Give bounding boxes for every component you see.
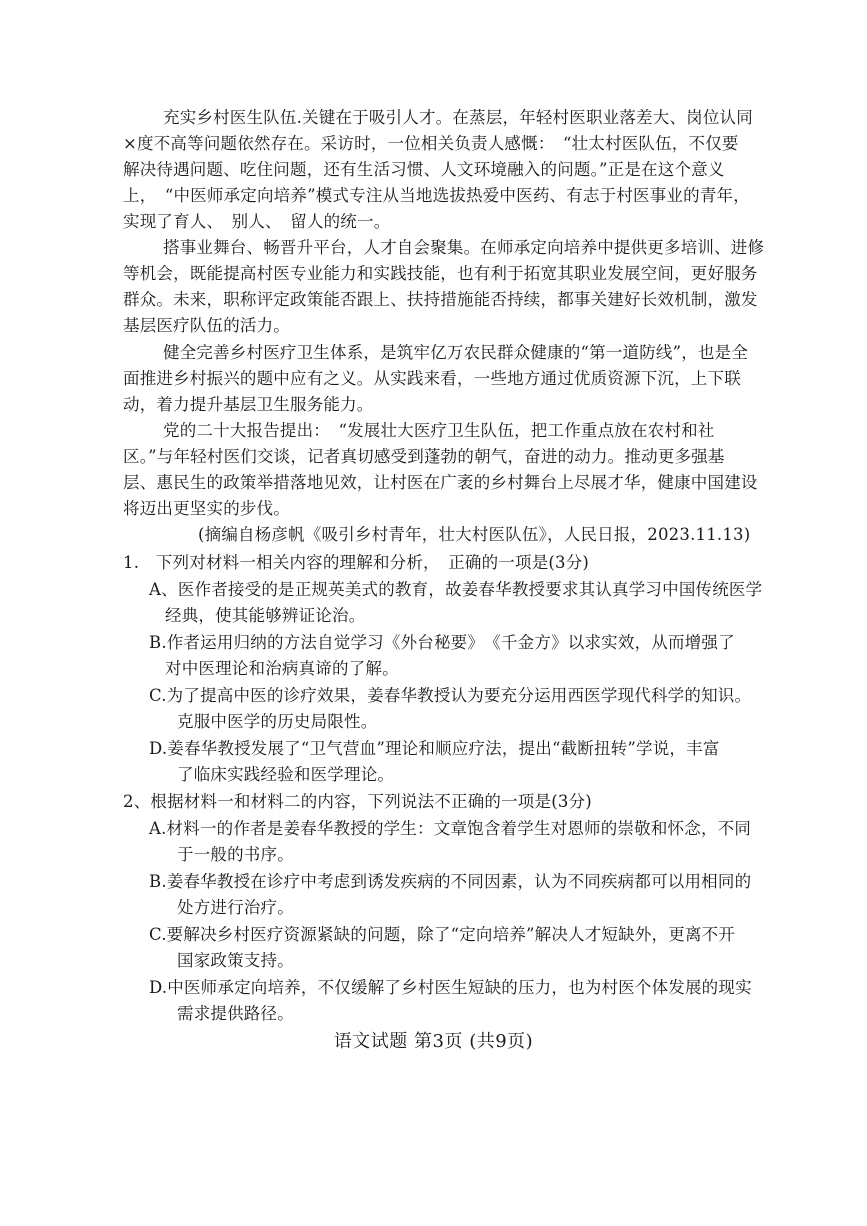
- q1-option-b-line-1: B.作者运用归纳的方法自觉学习《外台秘要》 《千金方》以求实效，从而增强了: [149, 633, 735, 652]
- q1-option-a-line-1: A、医作者接受的是正规英美式的教育，故姜春华教授要求其认真学习中国传统医学: [149, 580, 763, 599]
- q1-option-d-line-2: 了临床实践经验和医学理论。: [177, 765, 395, 784]
- q2-option-c-line-1: C.要解决乡村医疗资源紧缺的问题，除了“定向培养”解决人才短缺外，更离不开: [149, 925, 736, 944]
- passage-p4-line-3: 层、惠民生的政策举措落地见效，让村医在广袤的乡村舞台上尽展才华，健康中国建设: [123, 473, 758, 492]
- q2-option-b-line-2: 处方进行治疗。: [177, 898, 294, 917]
- passage-p4-line-4: 将迈出更坚实的步伐。: [123, 499, 290, 518]
- question-2-stem: 2、根据材料一和材料二的内容，下列说法不正确的一项是(3分): [123, 792, 592, 811]
- q2-option-d-line-1: D.中医师承定向培养，不仅缓解了乡村医生短缺的压力，也为村医个体发展的现实: [149, 978, 752, 997]
- passage-p3-line-1: 健全完善乡村医疗卫生体系，是筑牢亿万农民群众健康的“第一道防线”，也是全: [163, 343, 749, 362]
- passage-p2-line-3: 群众。未来，职称评定政策能否跟上、扶持措施能否持续，都事关建好长效机制，激发: [123, 290, 758, 309]
- passage-p1-line-1: 充实乡村医生队伍.关键在于吸引人才。在蒸层，年轻村医职业落差大、岗位认同: [163, 108, 753, 127]
- passage-p1-line-2: ×度不高等问题依然存在。采访时，一位相关负责人感慨： “壮太村医队伍，不仅要: [123, 134, 739, 153]
- q2-option-a-line-2: 于一般的书序。: [177, 845, 294, 864]
- q1-option-b-line-2: 对中医理论和治病真谛的了解。: [165, 659, 399, 678]
- passage-p3-line-2: 面推进乡村振兴的题中应有之义。从实践来看，一些地方通过优质资源下沉，上下联: [123, 369, 741, 388]
- passage-p1-line-3: 解决待遇问题、吃住问题，还有生活习惯、人文环境融入的问题。”正是在这个意义: [123, 160, 725, 179]
- q2-option-a-line-1: A.材料一的作者是姜春华教授的学生：文章饱含着学生对恩师的崇敬和怀念，不同: [149, 819, 752, 838]
- q1-option-c-line-1: C.为了提高中医的诊疗效果，姜春华教授认为要充分运用西医学现代科学的知识。: [149, 686, 752, 705]
- passage-p3-line-3: 动，着力提升基层卫生服务能力。: [123, 395, 374, 414]
- passage-p1-line-5: 实现了育人、 别人、 留人的统一。: [123, 212, 391, 231]
- passage-p2-line-1: 搭事业舞台、畅晋升平台，人才自会聚集。在师承定向培养中提供更多培训、进修: [163, 238, 765, 257]
- passage-p2-line-2: 等机会，既能提高村医专业能力和实践技能，也有利于拓宽其职业发展空间，更好服务: [123, 264, 758, 283]
- q1-option-d-line-1: D.姜春华教授发展了“卫气营血”理论和顺应疗法，提出“截断扭转”学说，丰富: [149, 739, 720, 758]
- passage-p1-line-4: 上， “中医师承定向培养”模式专注从当地选拔热爱中医药、有志于村医事业的青年，: [123, 186, 750, 205]
- q2-option-d-line-2: 需求提供路径。: [177, 1004, 294, 1023]
- q2-option-c-line-2: 国家政策支持。: [177, 951, 294, 970]
- passage-p2-line-4: 基层医疗队伍的活力。: [123, 316, 290, 335]
- question-1-stem: 1. 下列对材料一相关内容的理解和分析， 正确的一项是(3分): [123, 553, 590, 572]
- passage-p4-line-2: 区。”与年轻村医们交谈，记者真切感受到蓬勃的朝气，奋进的动力。推动更多强基: [123, 447, 725, 466]
- q1-option-c-line-2: 克服中医学的历史局限性。: [177, 712, 378, 731]
- q2-option-b-line-1: B.姜春华教授在诊疗中考虑到诱发疾病的不同因素，认为不同疾病都可以用相同的: [149, 872, 752, 891]
- page-footer: 语文试题 第3页 (共9页): [333, 1031, 534, 1052]
- q1-option-a-line-2: 经典，使其能够辨证论治。: [165, 606, 366, 625]
- source-citation: (摘编自杨彦帆《吸引乡村青年，壮大村医队伍》，人民日报，2023.11.13): [198, 525, 751, 544]
- passage-p4-line-1: 党的二十大报告提出： “发展壮大医疗卫生队伍，把工作重点放在农村和社: [163, 421, 715, 440]
